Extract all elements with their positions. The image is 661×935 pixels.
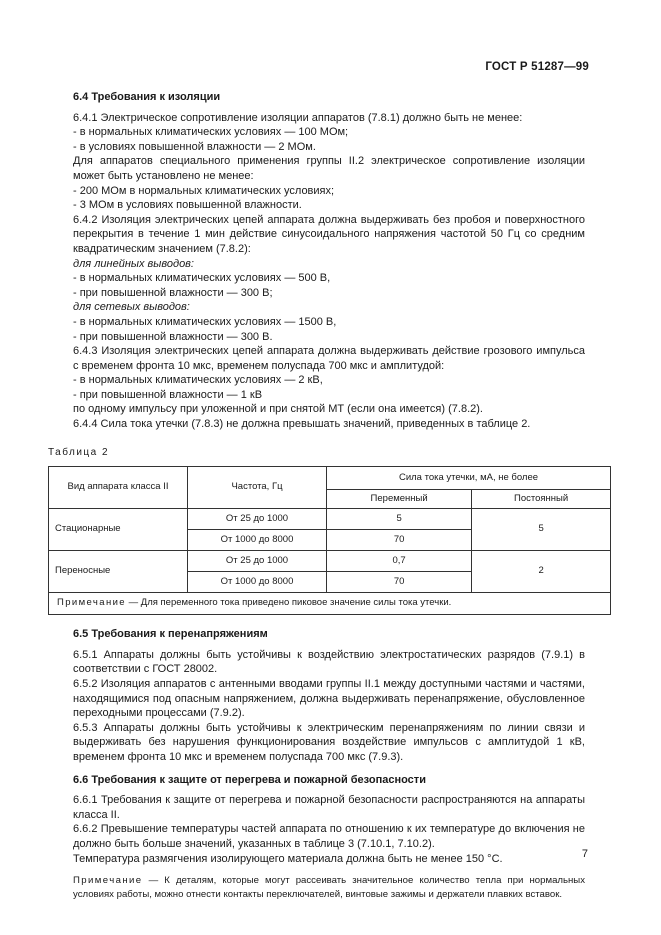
list-item: - при повышенной влажности — 300 В.	[73, 330, 273, 343]
section-6-5-title: 6.5 Требования к перенапряжениям	[73, 628, 268, 641]
paragraph: Для аппаратов специального применения группы II.2 электрическое сопротивление изоляции может быть установлено не менее:	[73, 155, 585, 182]
list-item: - 3 МОм в условиях повышенной влажности.	[73, 199, 302, 212]
header-frequency: Частота, Гц	[188, 467, 327, 509]
cell-frequency: От 25 до 1000	[188, 509, 327, 530]
paragraph: по одному импульсу при уложенной и при снятой МТ (если она имеется) (7.8.2).	[73, 403, 483, 416]
cell-dc-value: 5	[472, 509, 611, 551]
paragraph-6-4-4: 6.4.4 Сила тока утечки (7.8.3) не должна превышать значений, приведенных в таблице 2.	[73, 418, 531, 431]
list-item: - в нормальных климатических условиях — 100 МОм;	[73, 126, 349, 139]
list-item: - в нормальных климатических условиях — 1500 В,	[73, 315, 337, 328]
table-row	[49, 551, 611, 572]
cell-frequency: От 25 до 1000	[188, 551, 327, 572]
section-6-6-title: 6.6 Требования к защите от перегрева и пожарной безопасности	[73, 773, 426, 786]
section-6-4-title: 6.4 Требования к изоляции	[73, 91, 221, 103]
paragraph-6-4-2: 6.4.2 Изоляция электрических цепей аппарата должна выдерживать без пробоя и поверхностного перекрытия в течение 1 мин действие синусоидального напряжения частотой 50 Гц со средним квадратическим значением (7.8.2):	[73, 213, 585, 255]
cell-device-type: Переносные	[49, 551, 188, 593]
cell-frequency: От 1000 до 8000	[188, 572, 327, 593]
header-device-type: Вид аппарата класса II	[49, 467, 188, 509]
leakage-current-table	[48, 466, 611, 615]
header-dc: Постоянный	[472, 490, 611, 509]
cell-dc-value: 2	[472, 551, 611, 593]
section-note	[73, 874, 585, 901]
cell-ac-value: 5	[327, 509, 472, 530]
paragraph-6-5-1: 6.5.1 Аппараты должны быть устойчивы к воздействию электростатических разрядов (7.9.1) в соответствии с ГОСТ 28002.	[73, 648, 585, 676]
cell-ac-value: 0,7	[327, 551, 472, 572]
paragraph-6-5-2: 6.5.2 Изоляция аппаратов с антенными вводами группы II.1 между доступными частями и частями, находящимися под опасным напряжением, должна выдерживать перенапряжение, обусловленное переходными процессами (7.9.2).	[73, 678, 585, 720]
subheading-line-outputs: для линейных выводов:	[73, 257, 194, 270]
list-item: - 200 МОм в нормальных климатических условиях;	[73, 184, 335, 197]
paragraph-6-4-1: 6.4.1 Электрическое сопротивление изоляции аппаратов (7.8.1) должно быть не менее:	[73, 111, 523, 124]
paragraph-6-6-1: 6.6.1 Требования к защите от перегрева и пожарной безопасности распространяются на аппараты класса II.	[73, 794, 585, 821]
note-label: Примечание	[73, 875, 143, 887]
subheading-mains-outputs: для сетевых выводов:	[73, 301, 190, 314]
cell-frequency: От 1000 до 8000	[188, 530, 327, 551]
note-label: Примечание	[57, 597, 126, 609]
paragraph-6-5-3: 6.5.3 Аппараты должны быть устойчивы к электрическим перенапряжениям по линии связи и выдерживать без нарушения функционирования воздействие импульсов с амплитудой 1 кВ, временем фронта 10 мкс и временем полуспада 700 мкс (7.9.3).	[73, 721, 585, 763]
note-text: — К деталям, которые могут рассеивать значительное количество тепла при нормальных условиях работы, можно отнести контакты переключателей, винтовые зажимы и держатели плавких вставок.	[73, 875, 585, 900]
list-item: - в нормальных климатических условиях — 500 В,	[73, 272, 331, 285]
note-text: — Для переменного тока приведено пиковое значение силы тока утечки.	[126, 597, 452, 609]
standard-code-header: ГОСТ Р 51287—99	[485, 61, 589, 73]
table-note	[49, 593, 611, 615]
cell-ac-value: 70	[327, 572, 472, 593]
list-item: - в нормальных климатических условиях — 2 кВ,	[73, 374, 323, 387]
table-row	[49, 509, 611, 530]
cell-device-type: Стационарные	[49, 509, 188, 551]
paragraph: Температура размягчения изолирующего материала должна быть не менее 150 °С.	[73, 852, 503, 865]
header-leakage-current: Сила тока утечки, мА, не более	[327, 467, 611, 490]
table-caption: Таблица 2	[48, 446, 110, 458]
paragraph-6-6-2: 6.6.2 Превышение температуры частей аппарата по отношению к их температуре до включения не должно быть больше значений, указанных в таблице 3 (7.10.1, 7.10.2).	[73, 823, 585, 850]
paragraph-6-4-3: 6.4.3 Изоляция электрических цепей аппарата должна выдерживать действие грозового импульса с временем фронта 10 мкс, временем полуспада 700 мкс и амплитудой:	[73, 345, 585, 372]
cell-ac-value: 70	[327, 530, 472, 551]
header-ac: Переменный	[327, 490, 472, 509]
page-content	[48, 90, 585, 901]
list-item: - при повышенной влажности — 300 В;	[73, 286, 273, 299]
list-item: - при повышенной влажности — 1 кВ	[73, 388, 263, 401]
list-item: - в условиях повышенной влажности — 2 МОм.	[73, 140, 316, 153]
page-number: 7	[581, 848, 588, 860]
